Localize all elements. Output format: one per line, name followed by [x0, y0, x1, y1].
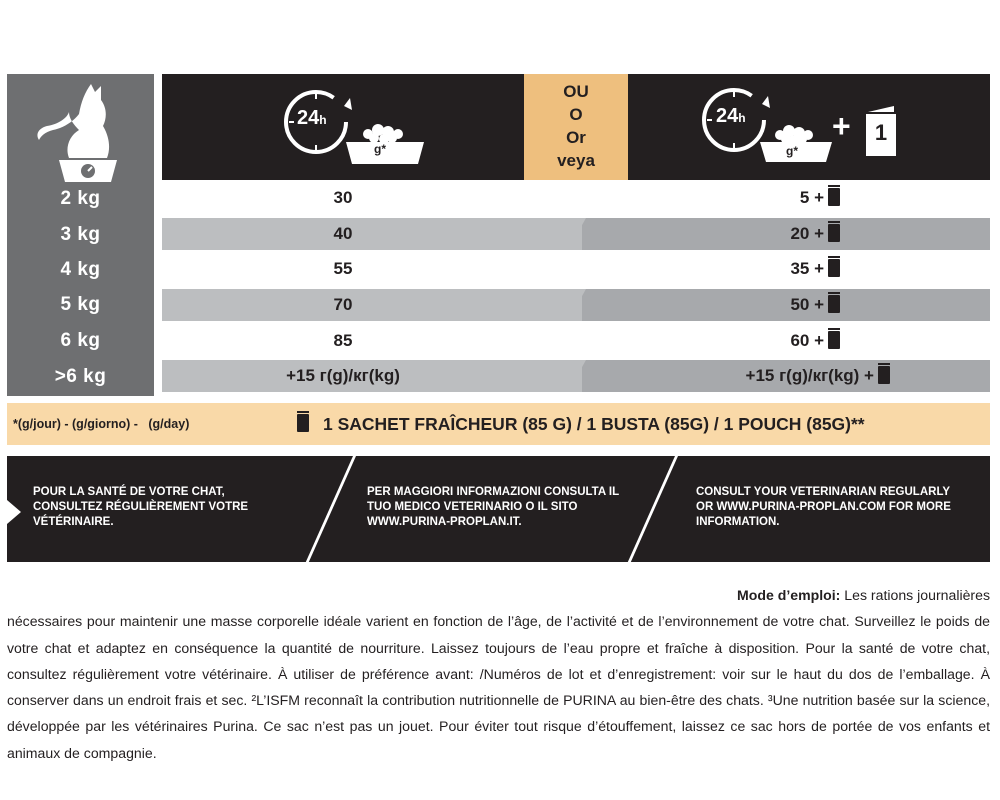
- advice-fr: POUR LA SANTÉ DE VOTRE CHAT, CONSULTEZ RÉGULIÈREMENT VOTRE VÉTÉRINAIRE.: [33, 486, 249, 528]
- weight-label: 5 kg: [60, 294, 101, 315]
- usage-first-line: Les rations journalières: [844, 587, 990, 603]
- pouch-icon: [828, 259, 840, 277]
- or-text: veya: [557, 151, 595, 170]
- or-text: OU: [563, 82, 589, 101]
- bowl-unit: g*: [786, 144, 798, 158]
- advice-band: [7, 456, 990, 562]
- weight-column: [7, 74, 154, 396]
- units-legend: *(g/jour) - (g/giorno) - (g/day): [13, 417, 190, 431]
- cat-on-scale-icon: [29, 78, 129, 190]
- legend-bar: [7, 403, 990, 445]
- table-row: [162, 218, 990, 250]
- dry-amount: +15 г(g)/кг(kg): [286, 366, 400, 385]
- weight-label: 2 kg: [60, 188, 101, 209]
- pouch-icon: [297, 414, 309, 432]
- usage-heading: Mode d’emploi:: [737, 587, 841, 603]
- mixed-amount: 50 +: [790, 289, 840, 321]
- hours-unit: h: [319, 113, 327, 127]
- mixed-amount: 20 +: [790, 218, 840, 250]
- dry-amount: 30: [333, 188, 353, 207]
- arrow-icon: [7, 500, 21, 524]
- pouch-icon: [828, 224, 840, 242]
- pouch-icon: [828, 295, 840, 313]
- header-mixed: [628, 74, 990, 180]
- table-row: [162, 360, 990, 392]
- hours-text: 24: [297, 107, 320, 129]
- pouch-icon: [828, 188, 840, 206]
- hours-unit: h: [738, 111, 746, 125]
- weight-label: 4 kg: [60, 259, 101, 280]
- pouch-legend: 1 SACHET FRAÎCHEUR (85 G) / 1 BUSTA (85G) / 1 POUCH (85G)**: [297, 403, 865, 445]
- header-dry-only: [162, 74, 524, 180]
- usage-body: nécessaires pour maintenir une masse corporelle idéale varient en fonction de l’âge, de l’activité et de l’environnement de votre chat. Surveillez le poids de votre chat et adaptez en conséquence la quantité de nourriture. Laissez toujours de l’eau propre et fraîche à disposition. Pour la santé de votre chat, consultez régulièrement votre vétérinaire. À utiliser de préférence avant: /Numéros de lot et d’enregistrement: voir sur le haut du dos de l’emballage. À conserver dans un endroit frais et sec. ²L’ISFM reconnaît la contribution nutritionnelle de PURINA au bien-être des chats. ³Une nutrition basée sur la science, développée par les vétérinaires Purina. Ce sac n’est pas un jouet. Pour éviter tout risque d’étouffement, laissez ce sac hors de portée de vos enfants et animaux de compagnie.: [7, 613, 990, 761]
- mixed-amount: +15 г(g)/кг(kg) +: [746, 360, 890, 392]
- mixed-amount: 35 +: [790, 253, 840, 285]
- advice-en: CONSULT YOUR VETERINARIAN REGULARLY OR WWW.PURINA-PROPLAN.COM FOR MORE INFORMATION.: [696, 486, 951, 528]
- or-text: Or: [566, 128, 586, 147]
- bowl-unit: g*: [374, 142, 386, 156]
- dry-amount: 85: [333, 331, 353, 350]
- advice-it: PER MAGGIORI INFORMAZIONI CONSULTA IL TUO MEDICO VETERINARIO O IL SITO WWW.PURINA-PROPLAN.IT.: [367, 486, 619, 528]
- plus-sign: +: [832, 108, 851, 144]
- weight-label: 3 kg: [60, 224, 101, 245]
- dry-amount: 70: [333, 295, 353, 314]
- mixed-amount: 5 +: [800, 182, 840, 214]
- table-row: [162, 253, 990, 285]
- dry-amount: 40: [333, 224, 353, 243]
- or-text: O: [569, 105, 583, 124]
- mixed-amount: 60 +: [790, 325, 840, 357]
- usage-instructions: [7, 582, 990, 766]
- pouch-count: 1: [874, 120, 888, 145]
- pouch-icon: [828, 331, 840, 349]
- dry-amount: 55: [333, 259, 353, 278]
- table-row: [162, 325, 990, 357]
- weight-label: 6 kg: [60, 330, 101, 351]
- weight-label: >6 kg: [54, 366, 107, 387]
- or-panel: [524, 74, 628, 180]
- hours-text: 24: [716, 105, 739, 127]
- table-row: [162, 289, 990, 321]
- table-row: [162, 182, 990, 214]
- pouch-icon: [878, 366, 890, 384]
